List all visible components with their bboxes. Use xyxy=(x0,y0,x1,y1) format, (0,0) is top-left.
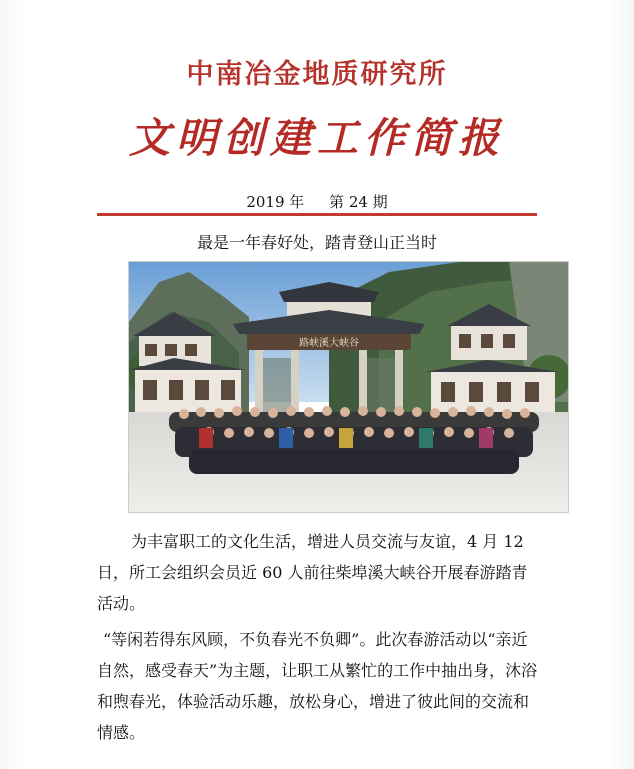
article-headline: 最是一年春好处，踏青登山正当时 xyxy=(196,233,437,252)
issue-year: 2019 年 xyxy=(246,193,305,211)
article-paragraph-1 xyxy=(97,526,539,619)
paragraph-1-text: 为丰富职工的文化生活，增进人员交流与友谊，4 月 12 日，所工会组织会员近 60 人前往柴埠溪大峡谷开展春游踏青活动。 xyxy=(97,532,528,613)
group-photo xyxy=(128,261,569,513)
header-divider xyxy=(97,213,537,216)
gate-sign: 路峡溪大峡谷 xyxy=(299,338,359,349)
group-photo-illustration xyxy=(129,262,569,513)
paragraph-2-text: “等闲若得东风顾，不负春光不负卿”。此次春游活动以“亲近自然，感受春天”为主题，让职工从繁忙的工作中抽出身，沐浴和煦春光，体验活动乐趣，放松身心，增进了彼此间的交流和情感。 xyxy=(97,630,538,742)
organization-name: 中南冶金地质研究所 xyxy=(186,59,448,90)
issue-line xyxy=(0,191,634,212)
article-paragraph-2 xyxy=(97,624,539,748)
group-of-people xyxy=(169,406,539,474)
issue-number: 第 24 期 xyxy=(329,193,388,211)
bulletin-title: 文明创建工作简报 xyxy=(129,114,505,162)
